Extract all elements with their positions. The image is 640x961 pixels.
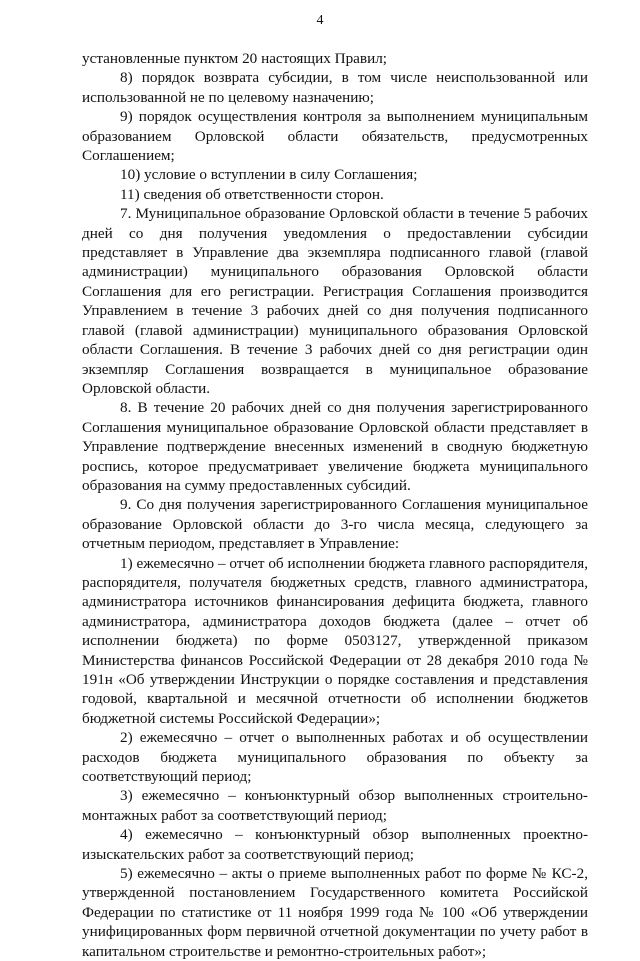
- paragraph: 5) ежемесячно – акты о приеме выполненных работ по форме № КС-2, утвержденной постановлением Государственного комитета Российской Федерации по статистике от 11 ноября 1999 года № 100 «Об утверждении унифицированных форм первичной отчетной документации по учету работ в капитальном строительстве и ремонтно-строительных работ»;: [82, 865, 588, 960]
- paragraph: установленные пунктом 20 настоящих Правил;: [82, 50, 388, 67]
- paragraph: 7. Муниципальное образование Орловской области в течение 5 рабочих дней со дня получения уведомления о предоставлении субсидии представляет в Управление два экземпляра подписанного главой (главой администрации) муниципального образования Орловской области Соглашения для его регистрации. Регистрация Соглашения производится Управлением в течение 3 рабочих дней со дня получения подписанного главой (главой администрации) муниципального образования Орловской области Соглашения. В течение 3 рабочих дней со дня регистрации один экземпляр Соглашения возвращается в муниципальное образование Орловской области.: [82, 205, 588, 397]
- paragraph: 10) условие о вступлении в силу Соглашения;: [120, 166, 418, 184]
- paragraph: 1) ежемесячно – отчет об исполнении бюджета главного распорядителя, распорядителя, получателя бюджетных средств, главного администратора, администратора источников финансирования дефицита бюджета, главного администратора, администратора доходов бюджета (далее – отчет об исполнении бюджета) по форме 0503127, утвержденной приказом Министерства финансов Российской Федерации от 28 декабря 2010 года № 191н «Об утверждении Инструкции о порядке составления и представления годовой, квартальной и месячной отчетности об исполнении бюджетов бюджетной системы Российской Федерации»;: [82, 554, 588, 727]
- document-body: [82, 49, 588, 961]
- paragraph: 11) сведения об ответственности сторон.: [120, 185, 384, 203]
- paragraph: 3) ежемесячно – конъюнктурный обзор выполненных строительно-монтажных работ за соответствующий период;: [82, 787, 588, 824]
- paragraph: 8. В течение 20 рабочих дней со дня получения зарегистрированного Соглашения муниципальное образование Орловской области представляет в Управление подтверждение внесенных изменений в сводную бюджетную роспись, которое предусматривает увеличение бюджета муниципального образования на сумму предоставленных субсидий.: [82, 399, 588, 494]
- paragraph: 8) порядок возврата субсидии, в том числе неиспользованной или использованной не по целевому назначению;: [82, 69, 588, 106]
- paragraph: 2) ежемесячно – отчет о выполненных работах и об осуществлении расходов бюджета муниципального образования по объекту за соответствующий период;: [82, 729, 588, 786]
- paragraph: 4) ежемесячно – конъюнктурный обзор выполненных проектно-изыскательских работ за соответствующий период;: [82, 826, 588, 863]
- paragraph: 9) порядок осуществления контроля за выполнением муниципальным образованием Орловской области обязательств, предусмотренных Соглашением;: [82, 108, 588, 165]
- paragraph: 9. Со дня получения зарегистрированного Соглашения муниципальное образование Орловской области до 3-го числа месяца, следующего за отчетным периодом, представляет в Управление:: [82, 496, 588, 553]
- page-number: 4: [316, 13, 324, 28]
